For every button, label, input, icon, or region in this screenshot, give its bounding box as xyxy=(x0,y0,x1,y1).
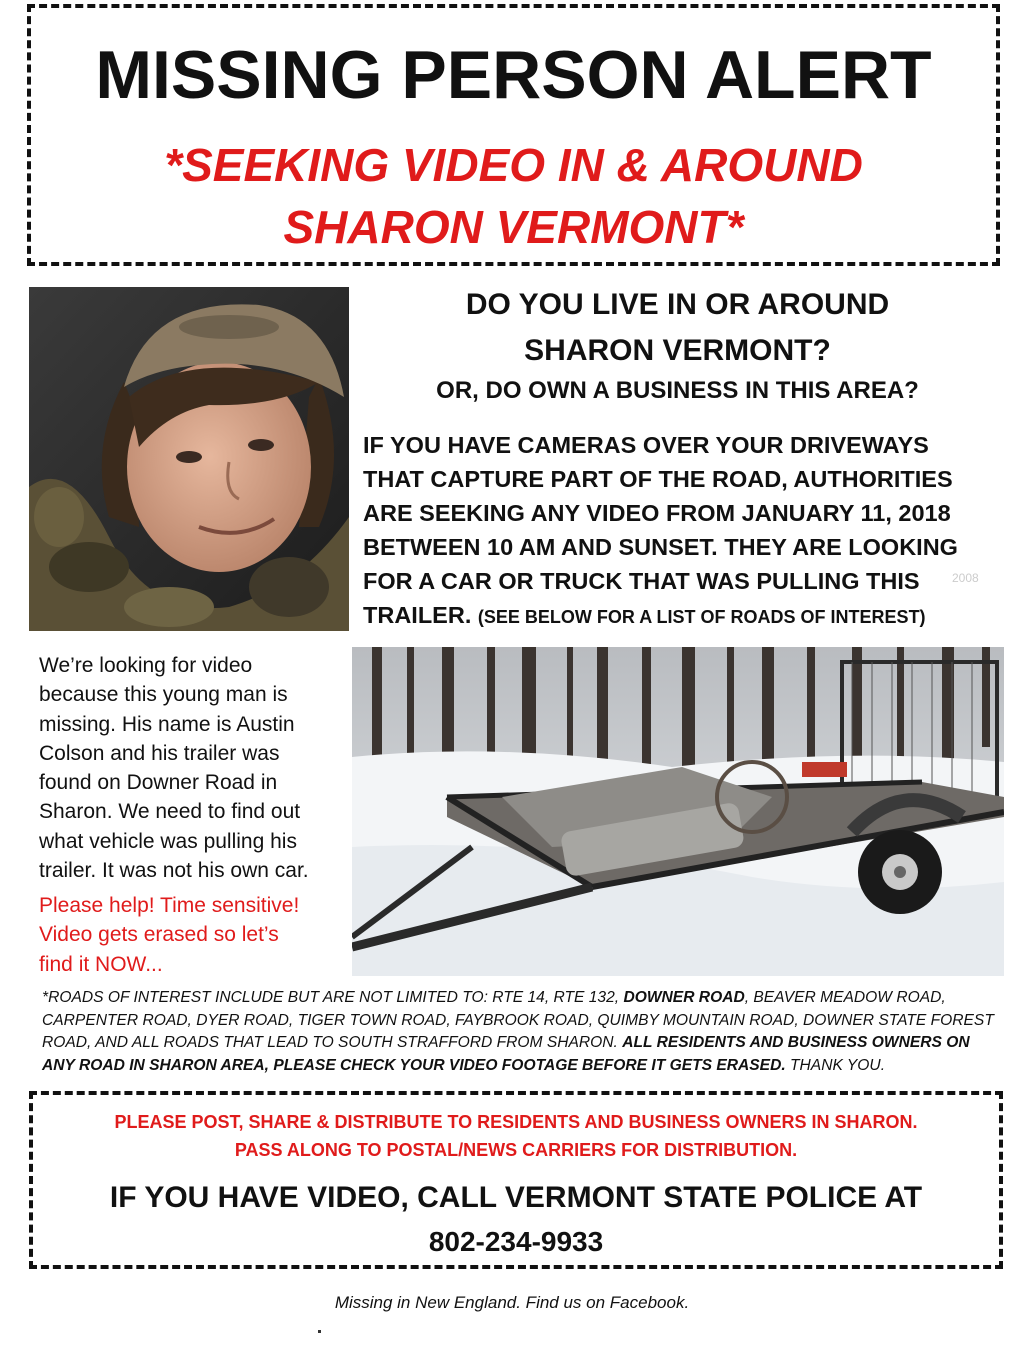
roads-highlight-downer: DOWNER ROAD xyxy=(623,989,745,1006)
appeal-text xyxy=(363,428,1003,634)
narrative-line: what vehicle was pulling his xyxy=(39,829,297,853)
watermark-year: 2008 xyxy=(952,571,979,585)
police-phone-number: 802-234-9933 xyxy=(428,1226,604,1257)
footer-text: Missing in New England. Find us on Facebook. xyxy=(334,1293,690,1312)
appeal-last-line xyxy=(363,598,1003,634)
narrative-line: trailer. It was not his own car. xyxy=(39,859,309,883)
plea-line: find it NOW... xyxy=(39,952,163,976)
appeal-line: THAT CAPTURE PART OF THE ROAD, AUTHORITIES xyxy=(363,466,953,492)
plea xyxy=(39,891,349,979)
question-line2: SHARON VERMONT? xyxy=(524,334,831,367)
question-line1: DO YOU LIVE IN OR AROUND xyxy=(465,288,890,321)
share-line1: PLEASE POST, SHARE & DISTRIBUTE TO RESIDENTS AND BUSINESS OWNERS IN SHARON. xyxy=(114,1112,918,1132)
share-line2: PASS ALONG TO POSTAL/NEWS CARRIERS FOR DISTRIBUTION. xyxy=(234,1140,798,1160)
roads-text: *ROADS OF INTEREST INCLUDE BUT ARE NOT LIMITED TO: RTE 14, RTE 132, xyxy=(42,989,624,1006)
portrait-photo xyxy=(29,287,349,631)
narrative xyxy=(39,651,349,885)
question-line3: OR, DO OWN A BUSINESS IN THIS AREA? xyxy=(436,377,919,404)
narrative-line: missing. His name is Austin xyxy=(39,712,295,736)
appeal-line: ARE SEEKING ANY VIDEO FROM JANUARY 11, 2018 xyxy=(363,500,951,526)
narrative-line: Sharon. We need to find out xyxy=(39,800,301,824)
subtitle-line1: *SEEKING VIDEO IN & AROUND xyxy=(164,139,863,191)
narrative-line: found on Downer Road in xyxy=(39,771,278,795)
roads-of-interest xyxy=(42,987,1002,1078)
roads-text: , BEAVER MEADOW ROAD, CARPENTER ROAD, DYER ROAD, TIGER TOWN ROAD, FAYBROOK ROAD, QUIMBY MOUNTAIN ROAD, DOWNER STATE FOREST ROAD, AND ALL ROADS THAT LEAD TO SOUTH STRAFFORD FROM SHARON. xyxy=(42,989,994,1052)
appeal-line: BETWEEN 10 AM AND SUNSET. THEY ARE LOOKING xyxy=(363,534,958,560)
appeal-line: FOR A CAR OR TRUCK THAT WAS PULLING THIS xyxy=(363,568,920,594)
trailer-photo xyxy=(352,647,1004,976)
roads-highlight-residents: ALL RESIDENTS AND BUSINESS OWNERS ON ANY ROAD IN SHARON AREA, PLEASE CHECK YOUR VIDEO FOOTAGE BEFORE IT GETS ERASED. xyxy=(42,1034,970,1075)
plea-line: Video gets erased so let’s xyxy=(39,923,279,947)
call-police-line: IF YOU HAVE VIDEO, CALL VERMONT STATE POLICE AT xyxy=(109,1181,923,1214)
main-title: MISSING PERSON ALERT xyxy=(95,37,932,113)
call-to-action-box xyxy=(29,1091,1003,1269)
narrative-line: We’re looking for video xyxy=(39,654,253,677)
portrait-illustration xyxy=(29,287,349,631)
trailer-illustration xyxy=(352,647,1004,976)
plea-line: Please help! Time sensitive! xyxy=(39,894,300,917)
appeal-line: IF YOU HAVE CAMERAS OVER YOUR DRIVEWAYS xyxy=(363,432,929,458)
footer-dot xyxy=(318,1330,321,1333)
header-box xyxy=(27,4,1000,266)
narrative-line: because this young man is xyxy=(39,683,288,707)
roads-note: (SEE BELOW FOR A LIST OF ROADS OF INTEREST) xyxy=(477,607,926,627)
subtitle-line2: SHARON VERMONT* xyxy=(283,201,744,253)
narrative-line: Colson and his trailer was xyxy=(39,741,280,765)
roads-text: THANK YOU. xyxy=(785,1057,886,1075)
appeal-trailer-word: TRAILER. xyxy=(363,602,472,628)
